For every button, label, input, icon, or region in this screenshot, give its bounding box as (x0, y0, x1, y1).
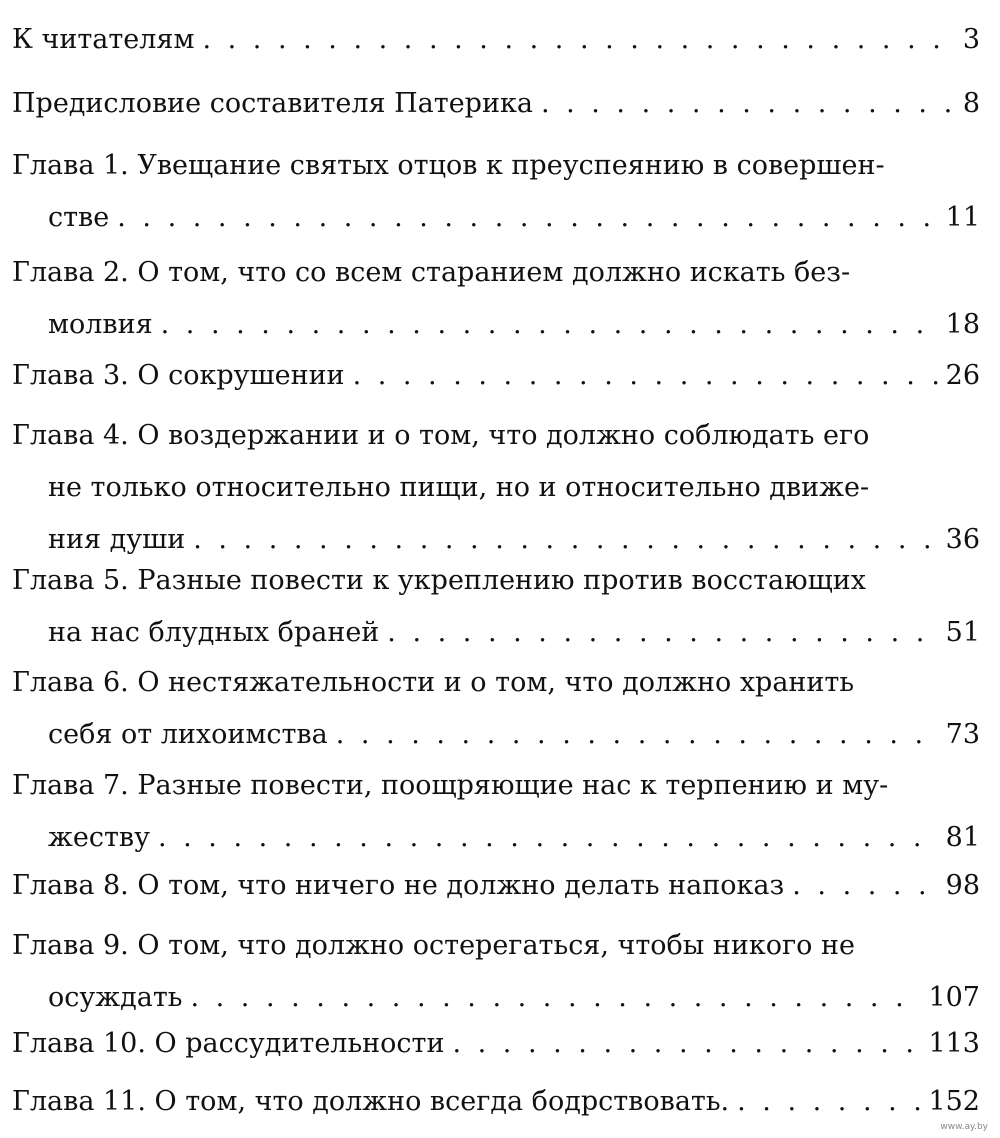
toc-entry (0, 760, 1000, 864)
toc-page-number: 11 (945, 202, 980, 233)
toc-entry-title-cont: не только относительно пищи, но и относительно движе- (48, 472, 870, 503)
toc-page-number: 81 (945, 822, 980, 853)
toc-page-number: 18 (945, 309, 980, 340)
toc-page-number: 3 (962, 24, 980, 55)
dot-leader (190, 972, 920, 1024)
dot-leader (541, 78, 955, 130)
toc-entry-line (0, 78, 1000, 130)
watermark: www.ay.by (940, 1122, 988, 1132)
toc-page-number: 51 (945, 617, 980, 648)
toc-entry-title: Глава 2. О том, что со всем старанием должно искать без- (12, 257, 851, 288)
dot-leader (158, 812, 938, 864)
toc-entry-title: Глава 8. О том, что ничего не должно делать напоказ (12, 870, 785, 901)
dot-leader (452, 1018, 920, 1070)
toc-page-number: 107 (928, 982, 980, 1013)
toc-entry-title: Глава 7. Разные повести, поощряющие нас к терпению и му- (12, 770, 889, 801)
toc-entry (0, 657, 1000, 761)
toc-entry-title-cont: жеству (48, 822, 150, 853)
toc-page-number: 36 (945, 524, 980, 555)
toc-entry-title: Глава 5. Разные повести к укреплению против восстающих (12, 565, 866, 596)
toc-entry (0, 1018, 1000, 1070)
toc-entry-line (0, 299, 1000, 351)
toc-entry-title: К читателям (12, 24, 195, 55)
dot-leader (202, 14, 954, 66)
toc-entry-title: Глава 6. О нестяжательности и о том, что должно хранить (12, 667, 855, 698)
toc-entry (0, 410, 1000, 566)
toc-entry-title: Глава 1. Увещание святых отцов к преуспеянию в совершен- (12, 150, 885, 181)
dot-leader (387, 607, 937, 659)
toc-entry-title: Глава 11. О том, что должно всегда бодрствовать. (12, 1086, 730, 1117)
toc-entry-title-cont: себя от лихоимства (48, 719, 328, 750)
toc-page-number: 113 (928, 1028, 980, 1059)
toc-entry-line (0, 1076, 1000, 1128)
toc-entry-title: Глава 4. О воздержании и о том, что должно соблюдать его (12, 420, 870, 451)
toc-entry-line (0, 860, 1000, 912)
dot-leader (353, 350, 938, 402)
toc-entry (0, 555, 1000, 659)
toc-entry (0, 247, 1000, 351)
toc-page-number: 73 (945, 719, 980, 750)
toc-entry (0, 920, 1000, 1024)
toc-page-number: 26 (945, 360, 980, 391)
toc-page-number: 98 (945, 870, 980, 901)
toc-entry-title-cont: на нас блудных браней (48, 617, 380, 648)
toc-entry-line (0, 972, 1000, 1024)
toc-entry-title-cont: молвия (48, 309, 153, 340)
toc-entry-line (0, 607, 1000, 659)
toc-entry (0, 860, 1000, 912)
toc-entry-title: Глава 3. О сокрушении (12, 360, 345, 391)
toc-entry-title: Глава 10. О рассудительности (12, 1028, 445, 1059)
toc-entry (0, 14, 1000, 66)
toc-entry-title: Глава 9. О том, что должно остерегаться, чтобы никого не (12, 930, 855, 961)
toc-entry (0, 350, 1000, 402)
dot-leader (737, 1076, 920, 1128)
toc-page-number: 8 (962, 88, 980, 119)
toc-page-number: 152 (928, 1086, 980, 1117)
toc-entry-line (0, 192, 1000, 244)
toc-entry-line (0, 1018, 1000, 1070)
toc-entry-line (0, 709, 1000, 761)
toc-entry-line (0, 14, 1000, 66)
toc-entry-title-cont: осуждать (48, 982, 183, 1013)
toc-entry-line (0, 812, 1000, 864)
dot-leader (792, 860, 937, 912)
toc-entry (0, 78, 1000, 130)
toc-entry (0, 140, 1000, 244)
toc-entry-title-cont: ния души (48, 524, 186, 555)
toc-entry-title-cont: стве (48, 202, 110, 233)
dot-leader (117, 192, 937, 244)
dot-leader (161, 299, 938, 351)
toc-entry-line (0, 350, 1000, 402)
toc-entry-title: Предисловие составителя Патерика (12, 88, 533, 119)
toc-entry (0, 1076, 1000, 1128)
dot-leader (336, 709, 938, 761)
